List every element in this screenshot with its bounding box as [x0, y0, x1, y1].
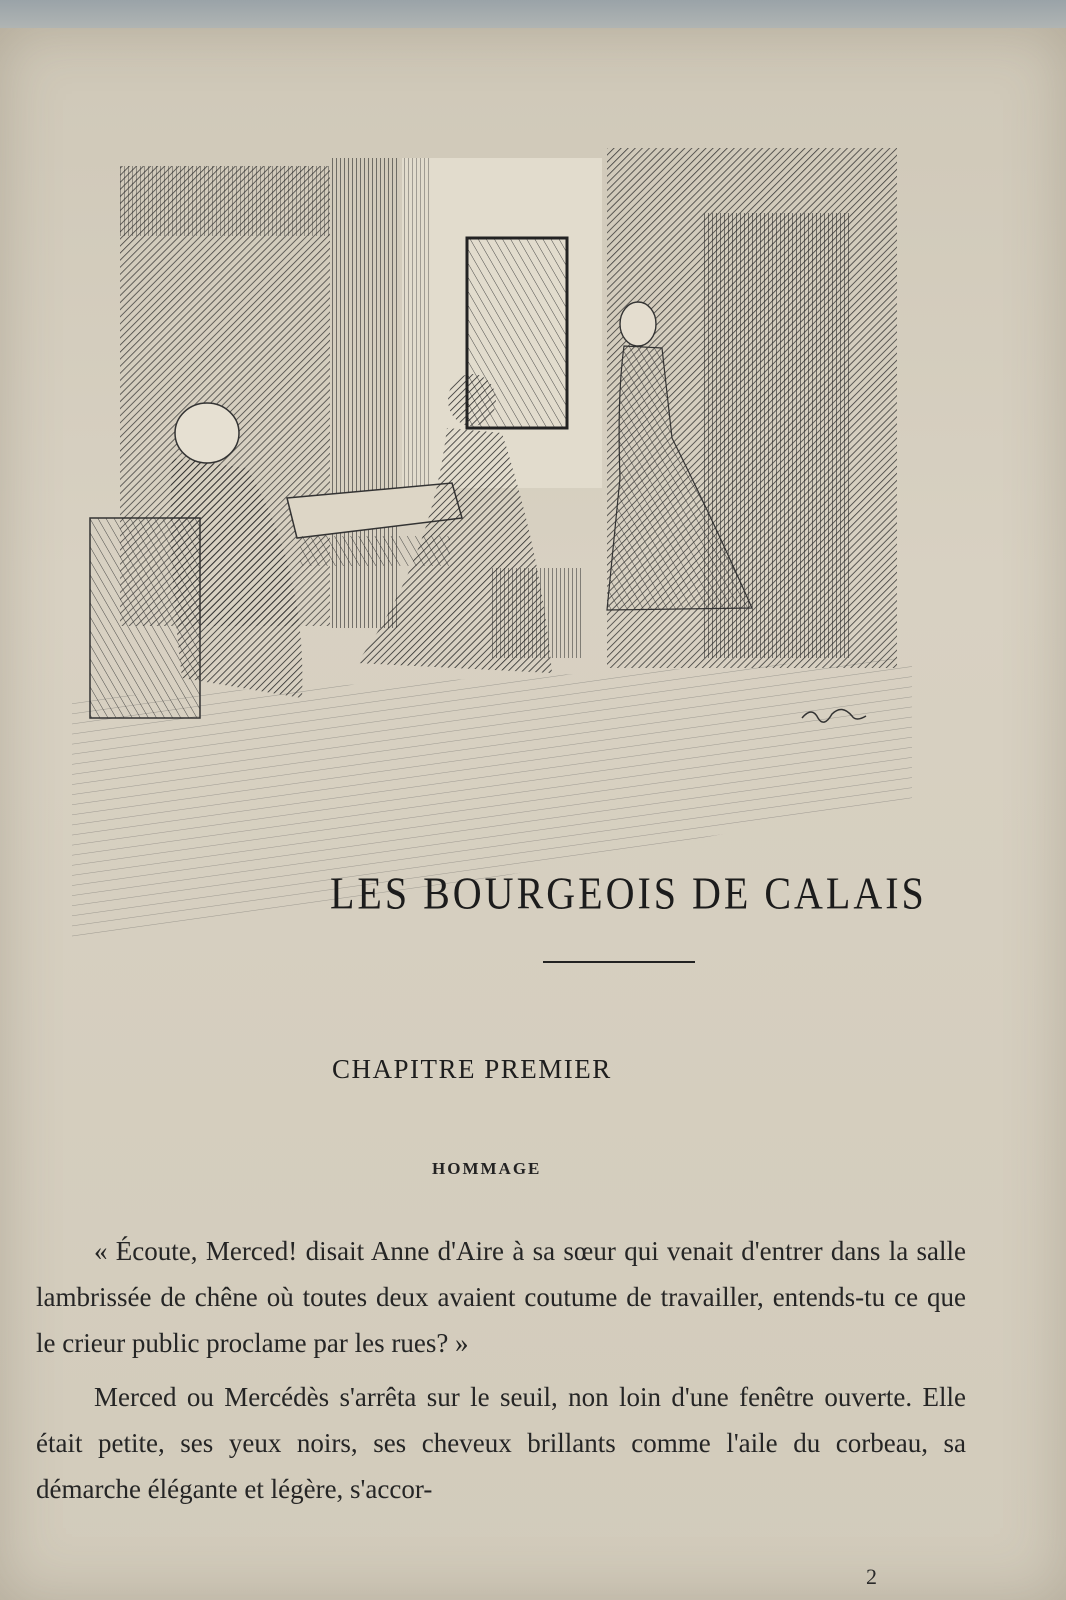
- paragraph: « Écoute, Merced! disait Anne d'Aire à sa sœur qui venait d'entrer dans la salle lambrissée de chêne où toutes deux avaient coutume de travailler, entends-tu ce que le crieur public proclame par les rues? »: [36, 1236, 966, 1358]
- chapter-heading: CHAPITRE PREMIER: [332, 1054, 612, 1084]
- section-heading: HOMMAGE: [432, 1159, 542, 1178]
- book-title: LES BOURGEOIS DE CALAIS: [330, 867, 927, 919]
- page-number: 2: [866, 1564, 877, 1589]
- paragraph: Merced ou Mercédès s'arrêta sur le seuil, non loin d'une fenêtre ouverte. Elle était petite, ses yeux noirs, ses cheveux brillants comme l'aile du corbeau, sa démarche élégante et légère, s'accor-: [36, 1382, 966, 1504]
- title-divider: [543, 961, 695, 963]
- engraving-illustration: [72, 138, 912, 958]
- book-page: [0, 28, 1066, 1600]
- body-text: [36, 1228, 966, 1520]
